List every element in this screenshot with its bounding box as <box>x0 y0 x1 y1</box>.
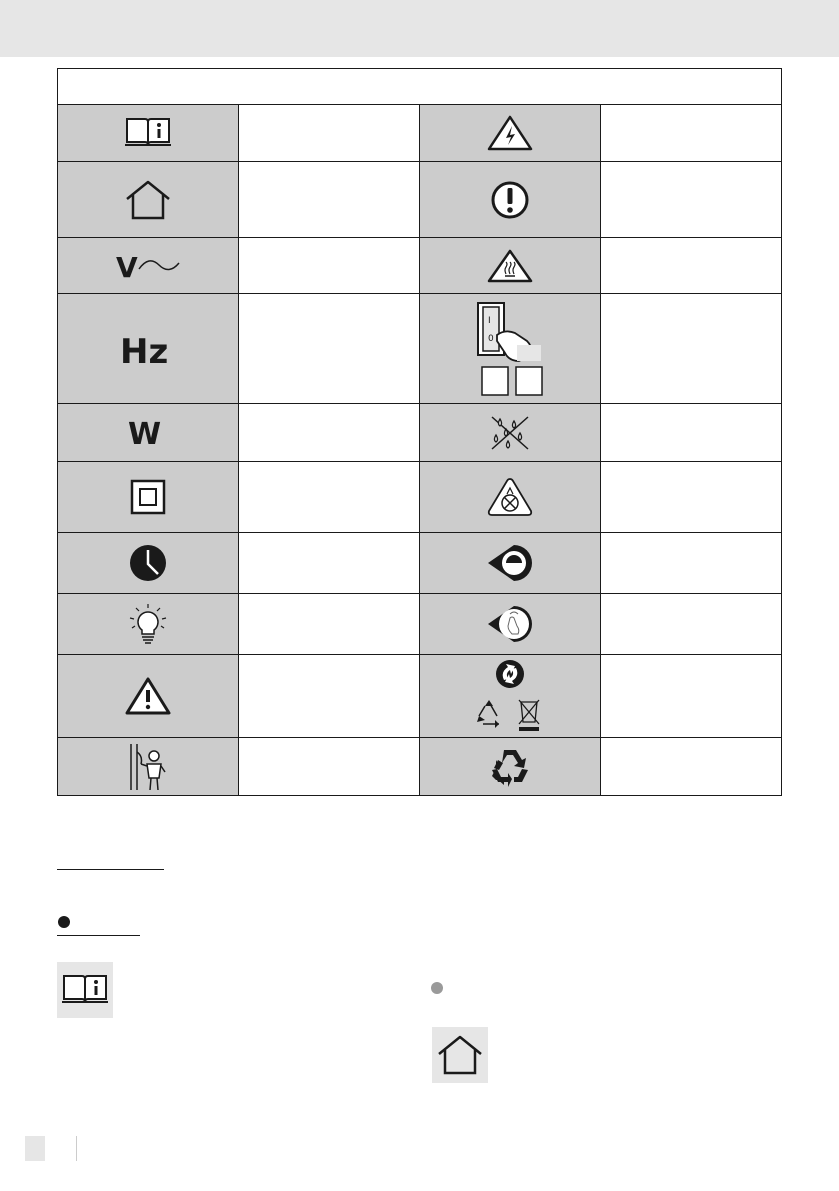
symbol-description <box>239 238 420 294</box>
instruction-manual-icon <box>60 972 110 1008</box>
exclamation-circle-icon <box>420 162 601 238</box>
symbol-description <box>601 238 782 294</box>
general-warning-icon <box>58 655 239 738</box>
symbol-description <box>239 655 420 738</box>
bullet-dot <box>58 916 70 928</box>
indoor-use-house-icon <box>435 1034 485 1076</box>
symbol-description <box>239 533 420 594</box>
hot-surface-warning-icon <box>420 238 601 294</box>
table-row <box>58 105 782 162</box>
table-row <box>58 533 782 594</box>
dimmer-dial-icon <box>420 533 601 594</box>
no-direct-look-icon <box>420 462 601 533</box>
symbol-description <box>239 738 420 796</box>
hertz-icon <box>58 294 239 404</box>
electric-shock-warning-icon <box>420 105 601 162</box>
symbol-description <box>601 533 782 594</box>
manual-tile <box>57 962 113 1018</box>
power-unit: W <box>128 416 162 450</box>
watt-icon <box>58 404 239 462</box>
table-row <box>58 294 782 404</box>
table-row <box>58 462 782 533</box>
symbol-description <box>239 162 420 238</box>
symbol-description <box>601 655 782 738</box>
switch-off-label: 0 <box>488 333 494 344</box>
timer-clock-icon <box>58 533 239 594</box>
symbol-description <box>239 594 420 655</box>
home-tile <box>432 1027 488 1083</box>
footer-divider <box>76 1136 77 1161</box>
voltage-letter: V <box>116 250 138 281</box>
green-dot-recycling-icons <box>420 655 601 738</box>
table-row <box>58 238 782 294</box>
indoor-use-house-icon <box>58 162 239 238</box>
protection-class-ii-icon <box>58 462 239 533</box>
frequency-unit: Hz <box>120 331 169 369</box>
table-row <box>58 738 782 796</box>
symbol-description <box>601 404 782 462</box>
subheading-underline <box>57 935 140 936</box>
symbol-description <box>601 594 782 655</box>
symbol-description <box>601 462 782 533</box>
light-bulb-icon <box>58 594 239 655</box>
on-off-switch-icon <box>420 294 601 404</box>
touch-control-icon <box>420 594 601 655</box>
symbol-description <box>601 294 782 404</box>
symbol-description <box>239 462 420 533</box>
symbol-description <box>239 294 420 404</box>
alternating-voltage-icon <box>58 238 239 294</box>
symbol-description <box>601 105 782 162</box>
table-row <box>58 594 782 655</box>
recycling-arrows-icon <box>420 738 601 796</box>
child-strangulation-icon <box>58 738 239 796</box>
symbol-description <box>239 404 420 462</box>
table-header-cell <box>58 69 782 105</box>
bullet-dot-grey <box>431 982 443 994</box>
section-heading-underline <box>57 869 164 870</box>
switch-on-label: I <box>488 315 491 326</box>
symbol-description <box>601 162 782 238</box>
symbols-table <box>57 68 782 796</box>
symbol-description <box>239 105 420 162</box>
symbol-description <box>601 738 782 796</box>
table-row <box>58 404 782 462</box>
table-row <box>58 162 782 238</box>
header-band <box>0 0 839 57</box>
table-row <box>58 655 782 738</box>
table-header-row <box>58 69 782 105</box>
no-water-icon <box>420 404 601 462</box>
instruction-manual-icon <box>58 105 239 162</box>
page-number-box <box>25 1136 45 1161</box>
